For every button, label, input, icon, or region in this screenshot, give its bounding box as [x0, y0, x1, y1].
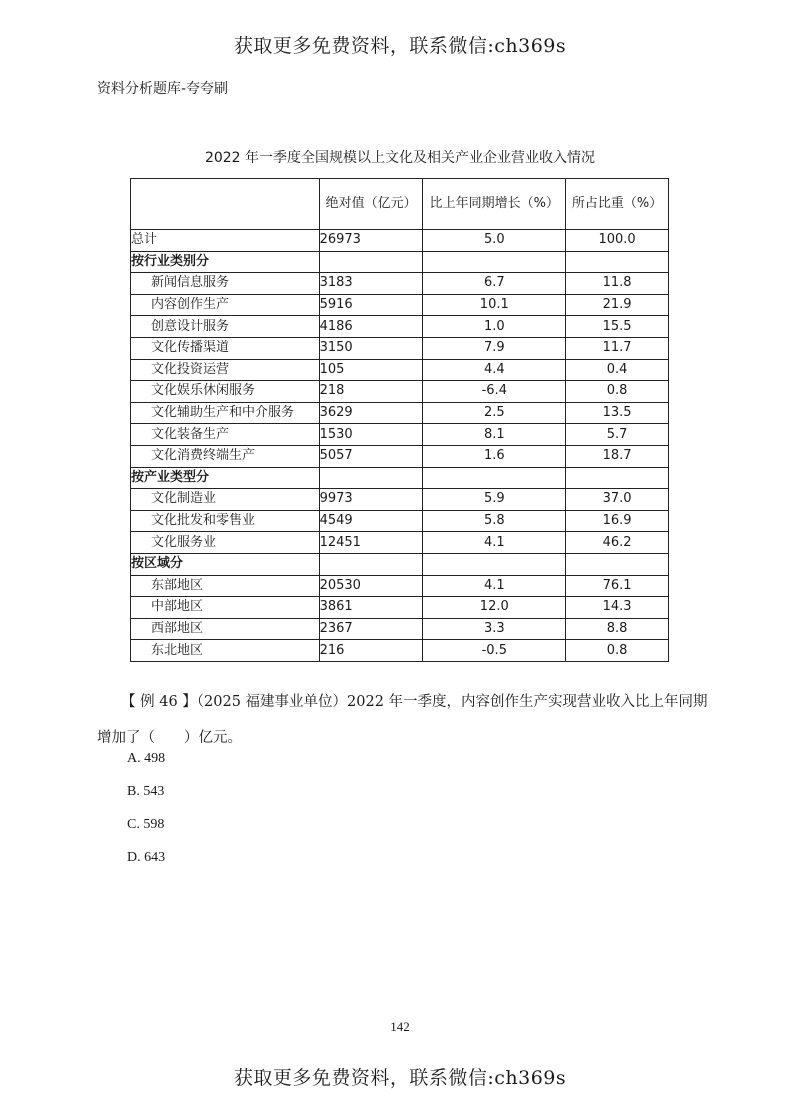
absolute-value-cell: 20530 — [319, 575, 423, 597]
row-label-cell: 总计 — [131, 230, 320, 252]
table-row — [131, 337, 669, 359]
row-label-cell: 文化传播渠道 — [131, 337, 320, 359]
table-row — [131, 402, 669, 424]
absolute-value-cell: 105 — [319, 359, 423, 381]
column-header — [131, 179, 320, 230]
absolute-value-cell — [319, 553, 423, 575]
share-cell: 8.8 — [566, 618, 669, 640]
growth-rate-cell: 1.0 — [423, 316, 566, 338]
growth-rate-cell: 7.9 — [423, 337, 566, 359]
growth-rate-cell: 4.1 — [423, 575, 566, 597]
share-cell: 100.0 — [566, 230, 669, 252]
absolute-value-cell: 2367 — [319, 618, 423, 640]
table-title: 2022 年一季度全国规模以上文化及相关产业企业营业收入情况 — [204, 150, 596, 166]
document-subtitle: 资料分析题库-夸夸刷 — [97, 81, 229, 97]
row-label-cell: 内容创作生产 — [131, 294, 320, 316]
share-cell: 11.7 — [566, 337, 669, 359]
row-label-cell: 文化装备生产 — [131, 424, 320, 446]
share-cell: 14.3 — [566, 597, 669, 619]
column-header: 绝对值（亿元） — [319, 179, 423, 230]
growth-rate-cell — [423, 251, 566, 273]
growth-rate-cell: -6.4 — [423, 381, 566, 403]
growth-rate-cell: 5.9 — [423, 489, 566, 511]
row-label-cell: 文化批发和零售业 — [131, 510, 320, 532]
row-label-cell: 文化娱乐休闲服务 — [131, 381, 320, 403]
growth-rate-cell: 2.5 — [423, 402, 566, 424]
row-label-cell: 东部地区 — [131, 575, 320, 597]
table-row — [131, 445, 669, 467]
table-row — [131, 230, 669, 252]
growth-rate-cell: -0.5 — [423, 640, 566, 662]
absolute-value-cell: 5057 — [319, 445, 423, 467]
absolute-value-cell: 5916 — [319, 294, 423, 316]
data-table — [130, 178, 669, 662]
question-text — [97, 684, 721, 756]
absolute-value-cell: 26973 — [319, 230, 423, 252]
absolute-value-cell: 4549 — [319, 510, 423, 532]
absolute-value-cell: 3861 — [319, 597, 423, 619]
row-label-cell: 按行业类别分 — [131, 251, 320, 273]
table-row — [131, 618, 669, 640]
absolute-value-cell: 3183 — [319, 273, 423, 295]
growth-rate-cell: 4.1 — [423, 532, 566, 554]
option-a: A. 498 — [127, 751, 166, 766]
share-cell: 16.9 — [566, 510, 669, 532]
growth-rate-cell — [423, 467, 566, 489]
row-label-cell: 文化消费终端生产 — [131, 445, 320, 467]
table-row — [131, 532, 669, 554]
table-row — [131, 359, 669, 381]
table-row — [131, 273, 669, 295]
share-cell — [566, 553, 669, 575]
column-header: 比上年同期增长（%） — [423, 179, 566, 230]
table-row — [131, 640, 669, 662]
table-row — [131, 316, 669, 338]
absolute-value-cell — [319, 467, 423, 489]
share-cell: 0.8 — [566, 640, 669, 662]
row-label-cell: 文化服务业 — [131, 532, 320, 554]
column-header: 所占比重（%） — [566, 179, 669, 230]
question-line-2: 增加了（ ）亿元。 — [97, 730, 242, 746]
table-header-row — [131, 179, 669, 230]
table-row — [131, 575, 669, 597]
growth-rate-cell: 5.8 — [423, 510, 566, 532]
table-row — [131, 381, 669, 403]
share-cell: 15.5 — [566, 316, 669, 338]
row-label-cell: 东北地区 — [131, 640, 320, 662]
growth-rate-cell: 8.1 — [423, 424, 566, 446]
absolute-value-cell: 1530 — [319, 424, 423, 446]
growth-rate-cell — [423, 553, 566, 575]
share-cell: 18.7 — [566, 445, 669, 467]
growth-rate-cell: 4.4 — [423, 359, 566, 381]
growth-rate-cell: 3.3 — [423, 618, 566, 640]
absolute-value-cell: 4186 — [319, 316, 423, 338]
share-cell: 76.1 — [566, 575, 669, 597]
share-cell — [566, 467, 669, 489]
table-row — [131, 489, 669, 511]
row-label-cell: 文化投资运营 — [131, 359, 320, 381]
row-label-cell: 按产业类型分 — [131, 467, 320, 489]
share-cell: 46.2 — [566, 532, 669, 554]
row-label-cell: 文化辅助生产和中介服务 — [131, 402, 320, 424]
table-row — [131, 424, 669, 446]
growth-rate-cell: 6.7 — [423, 273, 566, 295]
option-b: B. 543 — [127, 784, 165, 799]
share-cell: 11.8 — [566, 273, 669, 295]
row-label-cell: 创意设计服务 — [131, 316, 320, 338]
absolute-value-cell: 218 — [319, 381, 423, 403]
row-label-cell: 中部地区 — [131, 597, 320, 619]
table-section-row — [131, 251, 669, 273]
table-section-row — [131, 553, 669, 575]
row-label-cell: 新闻信息服务 — [131, 273, 320, 295]
share-cell: 0.4 — [566, 359, 669, 381]
share-cell — [566, 251, 669, 273]
share-cell: 21.9 — [566, 294, 669, 316]
growth-rate-cell: 1.6 — [423, 445, 566, 467]
row-label-cell: 西部地区 — [131, 618, 320, 640]
growth-rate-cell: 5.0 — [423, 230, 566, 252]
table-row — [131, 294, 669, 316]
absolute-value-cell — [319, 251, 423, 273]
absolute-value-cell: 3629 — [319, 402, 423, 424]
share-cell: 0.8 — [566, 381, 669, 403]
page-number: 142 — [390, 1019, 410, 1034]
table-row — [131, 597, 669, 619]
growth-rate-cell: 12.0 — [423, 597, 566, 619]
growth-rate-cell: 10.1 — [423, 294, 566, 316]
absolute-value-cell: 3150 — [319, 337, 423, 359]
share-cell: 13.5 — [566, 402, 669, 424]
absolute-value-cell: 216 — [319, 640, 423, 662]
absolute-value-cell: 12451 — [319, 532, 423, 554]
table-section-row — [131, 467, 669, 489]
option-d: D. 643 — [127, 850, 166, 865]
table-row — [131, 510, 669, 532]
absolute-value-cell: 9973 — [319, 489, 423, 511]
option-c: C. 598 — [127, 817, 165, 832]
question-line-1: 【 例 46 】（2025 福建事业单位）2022 年一季度，内容创作生产实现营业收入比上年同期 — [121, 694, 708, 710]
share-cell: 37.0 — [566, 489, 669, 511]
row-label-cell: 按区域分 — [131, 553, 320, 575]
row-label-cell: 文化制造业 — [131, 489, 320, 511]
footer-banner: 获取更多免费资料，联系微信:ch369s — [233, 1067, 567, 1089]
share-cell: 5.7 — [566, 424, 669, 446]
header-banner: 获取更多免费资料，联系微信:ch369s — [233, 35, 567, 57]
